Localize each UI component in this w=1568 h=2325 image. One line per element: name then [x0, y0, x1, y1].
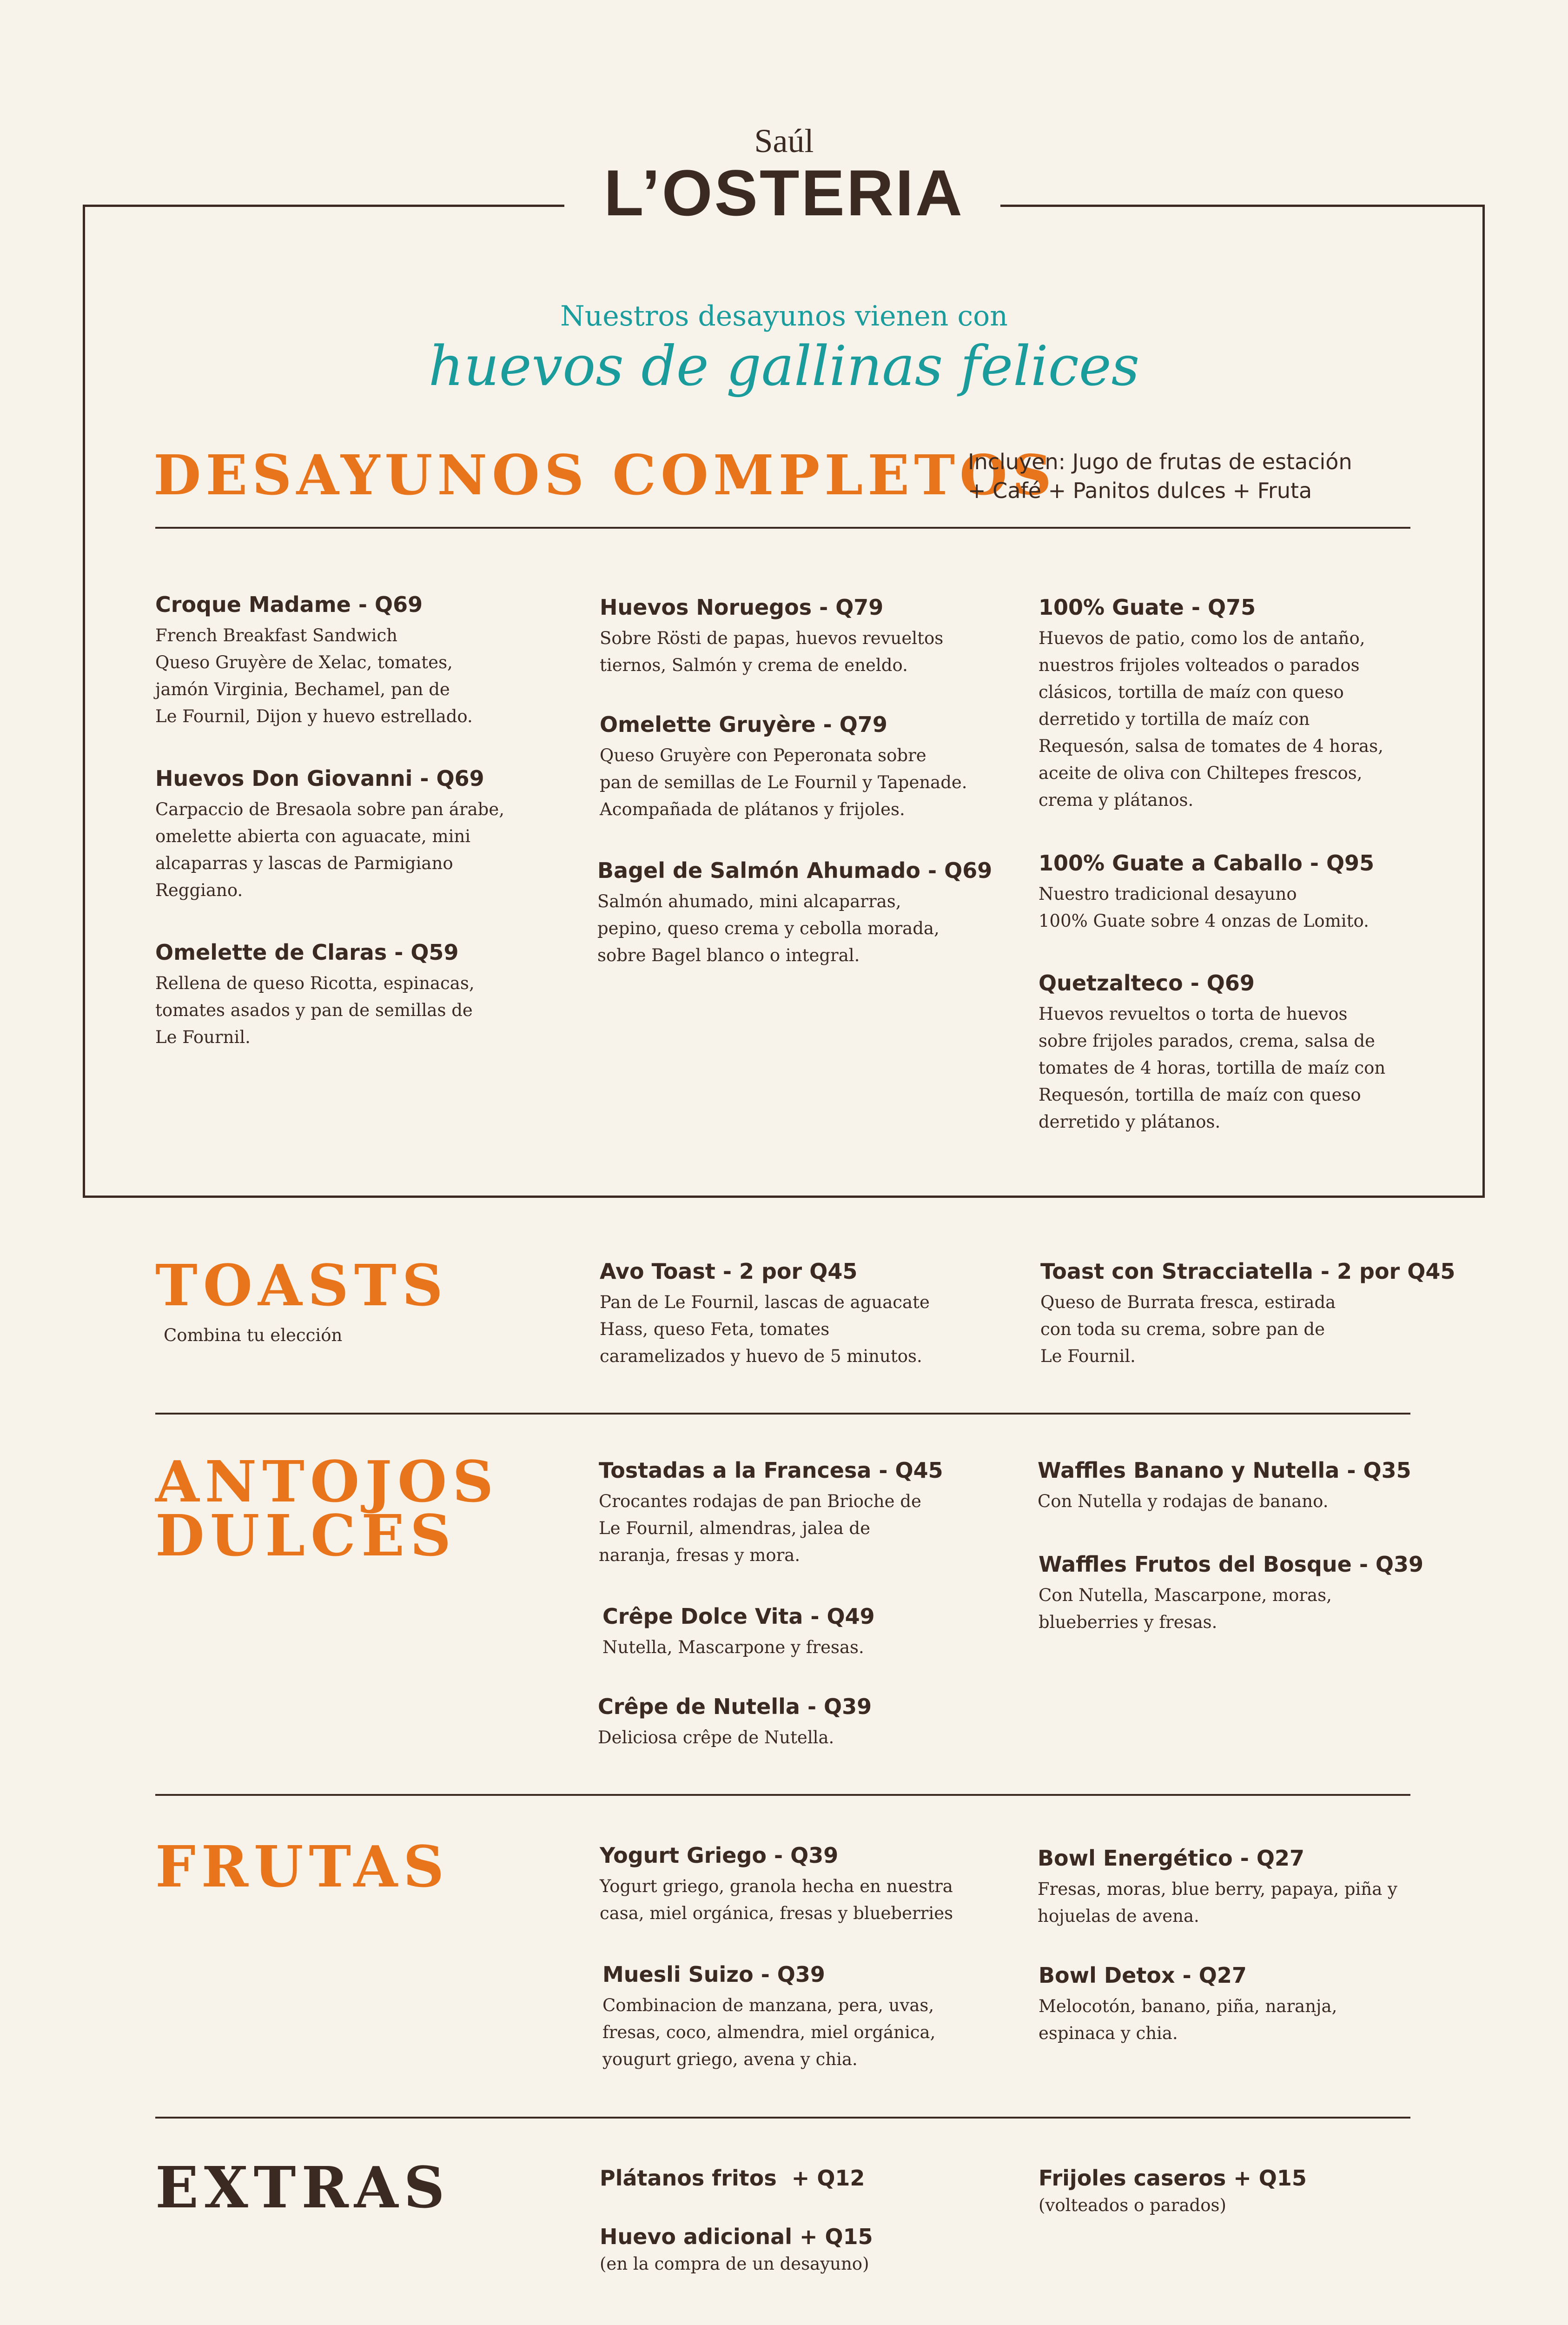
tagline-line1: Nuestros desayunos vienen con — [560, 300, 1008, 332]
menu-item-title: Yogurt Griego - Q39 — [600, 1843, 839, 1868]
section-title-extras: EXTRAS — [155, 2154, 450, 2221]
section-title-toasts: TOASTS — [155, 1252, 449, 1319]
menu-item-desc: Yogurt griego, granola hecha en nuestra casa, miel orgánica, fresas y blueberries — [600, 1876, 953, 1923]
menu-item — [1039, 849, 1374, 935]
menu-item — [600, 711, 967, 823]
menu-item-desc: Deliciosa crêpe de Nutella. — [598, 1727, 834, 1747]
box-top-right-line — [1000, 205, 1485, 207]
menu-item-title: Bowl Detox - Q27 — [1039, 1963, 1247, 1988]
menu-item-desc: Pan de Le Fournil, lascas de aguacate Hass, queso Feta, tomates caramelizados y huevo de 5 minutos. — [600, 1292, 930, 1366]
menu-item — [155, 764, 504, 904]
menu-item — [1039, 1961, 1337, 2047]
menu-item-desc: Salmón ahumado, mini alcaparras, pepino, queso crema y cebolla morada, sobre Bagel blanco o integral. — [597, 891, 939, 965]
menu-item-desc: Con Nutella y rodajas de banano. — [1038, 1491, 1329, 1511]
menu-item-desc: Sobre Rösti de papas, huevos revueltos tiernos, Salmón y crema de eneldo. — [600, 628, 944, 675]
brand-title: L’OSTERIA — [604, 156, 964, 229]
menu-item-title: Waffles Frutos del Bosque - Q39 — [1039, 1552, 1424, 1577]
section-title-frutas: FRUTAS — [155, 1833, 450, 1900]
section-title-antojos-line2: DULCES — [155, 1502, 457, 1569]
menu-item — [1039, 1550, 1423, 1636]
menu-item — [155, 938, 475, 1051]
menu-item-title: Frijoles caseros + Q15 — [1039, 2166, 1307, 2191]
section-divider — [155, 527, 1410, 529]
menu-item-title: Waffles Banano y Nutella - Q35 — [1038, 1458, 1411, 1483]
section-divider — [155, 1794, 1410, 1796]
menu-item — [602, 1602, 875, 1661]
menu-item — [600, 593, 943, 679]
section-divider — [155, 1413, 1410, 1415]
menu-item — [600, 2223, 873, 2278]
menu-item — [597, 857, 992, 969]
brand-subtitle: Saúl — [754, 122, 814, 159]
menu-item-desc: Carpaccio de Bresaola sobre pan árabe, omelette abierta con aguacate, mini alcaparras y lascas de Parmigiano Reggiano. — [155, 799, 504, 900]
menu-item-title: Bowl Energético - Q27 — [1038, 1846, 1304, 1871]
menu-item-title: Quetzalteco - Q69 — [1039, 970, 1255, 996]
menu-item-desc: Nutella, Mascarpone y fresas. — [602, 1637, 864, 1657]
menu-item — [1040, 1257, 1455, 1370]
menu-item-title: Omelette Gruyère - Q79 — [600, 712, 887, 737]
menu-item-title: Croque Madame - Q69 — [155, 592, 423, 617]
includes-line1: Incluyen: Jugo de frutas de estación — [968, 449, 1352, 474]
menu-item-desc: Huevos revueltos o torta de huevos sobre frijoles parados, crema, salsa de tomates de 4 horas, tortilla de maíz con Requesón, tortilla de maíz con queso derretido y plátanos. — [1039, 1004, 1386, 1132]
menu-item-title: Tostadas a la Francesa - Q45 — [599, 1458, 943, 1483]
menu-item-title: 100% Guate - Q75 — [1039, 595, 1256, 620]
section-title-antojos-line1: ANTOJOS — [155, 1448, 499, 1515]
menu-item-desc: Rellena de queso Ricotta, espinacas, tomates asados y pan de semillas de Le Fournil. — [155, 973, 475, 1047]
menu-item-desc: Queso Gruyère con Peperonata sobre pan de semillas de Le Fournil y Tapenade. Acompañada de plátanos y frijoles. — [600, 745, 967, 819]
menu-item — [598, 1693, 872, 1751]
includes-note — [968, 447, 1456, 505]
menu-item-desc: Crocantes rodajas de pan Brioche de Le Fournil, almendras, jalea de naranja, fresas y mora. — [599, 1491, 921, 1565]
menu-item-desc: Fresas, moras, blue berry, papaya, piña y hojuelas de avena. — [1038, 1879, 1397, 1926]
menu-item-title: Avo Toast - 2 por Q45 — [600, 1259, 858, 1284]
menu-item — [155, 591, 473, 730]
tagline-line2: huevos de gallinas felices — [428, 334, 1140, 398]
menu-item-title: Crêpe Dolce Vita - Q49 — [602, 1604, 875, 1629]
menu-item-desc: Con Nutella, Mascarpone, moras, blueberries y fresas. — [1039, 1585, 1332, 1632]
menu-item-desc: Combinacion de manzana, pera, uvas, fresas, coco, almendra, miel orgánica, yougurt griego, avena y chia. — [602, 1995, 936, 2069]
menu-item — [1039, 2164, 1307, 2219]
menu-item-desc: French Breakfast Sandwich Queso Gruyère de Xelac, tomates, jamón Virginia, Bechamel, pan de Le Fournil, Dijon y huevo estrellado. — [155, 625, 473, 726]
menu-item-title: Huevos Don Giovanni - Q69 — [155, 766, 484, 791]
menu-item-title: Crêpe de Nutella - Q39 — [598, 1694, 872, 1719]
menu-item — [602, 1960, 935, 2073]
menu-item-desc: (en la compra de un desayuno) — [600, 2254, 869, 2274]
menu-item-title: Huevo adicional + Q15 — [600, 2224, 873, 2249]
menu-item-title: Omelette de Claras - Q59 — [155, 940, 459, 965]
section-divider — [155, 2117, 1410, 2119]
menu-item-desc: Melocotón, banano, piña, naranja, espinaca y chia. — [1039, 1996, 1337, 2043]
box-top-left-line — [83, 205, 564, 207]
menu-item-title: Bagel de Salmón Ahumado - Q69 — [597, 858, 992, 883]
menu-item — [600, 2164, 865, 2192]
section-title-antojos — [155, 1448, 499, 1569]
box-bottom-line — [83, 1196, 1485, 1198]
menu-item-title: Muesli Suizo - Q39 — [602, 1962, 825, 1987]
menu-item-desc: (volteados o parados) — [1039, 2195, 1226, 2215]
menu-item-title: Toast con Stracciatella - 2 por Q45 — [1040, 1259, 1456, 1284]
menu-item — [1039, 969, 1385, 1136]
menu-item — [600, 1257, 930, 1370]
menu-item — [1038, 1456, 1411, 1515]
menu-item-desc: Huevos de patio, como los de antaño, nuestros frijoles volteados o parados clásicos, tortilla de maíz con queso derretido y tortilla de maíz con Requesón, salsa de tomates de 4 horas, aceite de oliva con Chiltepes frescos, crema y plátanos. — [1039, 628, 1383, 810]
menu-item — [1039, 593, 1383, 814]
menu-item — [1038, 1844, 1397, 1930]
toasts-subtitle: Combina tu elección — [164, 1325, 343, 1345]
menu-item-title: Huevos Noruegos - Q79 — [600, 595, 884, 620]
includes-line2: + Café + Panitos dulces + Fruta — [968, 478, 1312, 503]
menu-item — [600, 1841, 953, 1927]
menu-item — [599, 1456, 943, 1569]
menu-item-desc: Queso de Burrata fresca, estirada con toda su crema, sobre pan de Le Fournil. — [1040, 1292, 1336, 1366]
menu-item-title: Plátanos fritos + Q12 — [600, 2166, 865, 2191]
menu-item-desc: Nuestro tradicional desayuno 100% Guate sobre 4 onzas de Lomito. — [1039, 884, 1369, 931]
menu-item-title: 100% Guate a Caballo - Q95 — [1039, 850, 1375, 876]
section-title-desayunos: DESAYUNOS COMPLETOS — [153, 443, 1057, 507]
